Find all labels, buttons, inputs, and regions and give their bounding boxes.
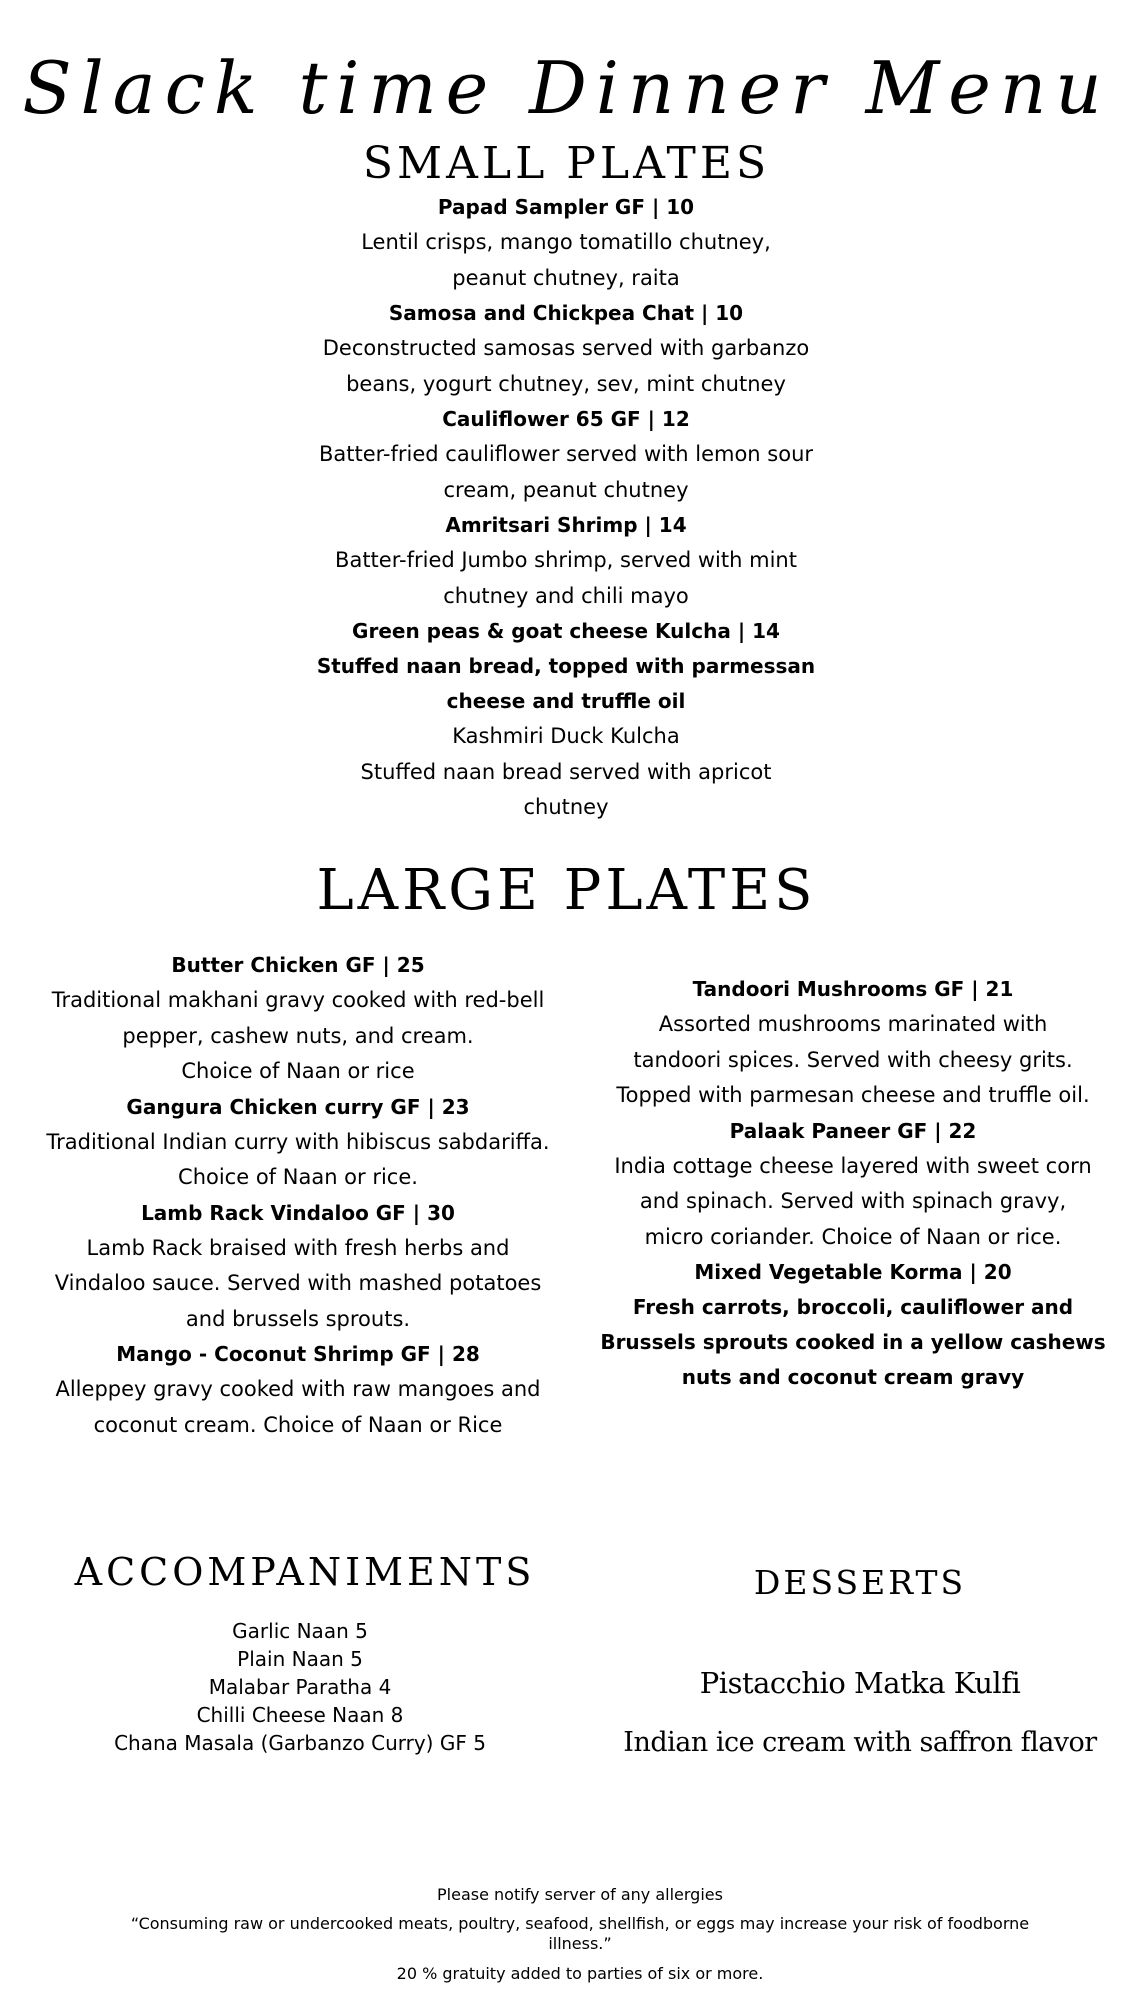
- item-desc: Traditional makhani gravy cooked with red-bell: [51, 988, 545, 1012]
- item-name: Palaak Paneer GF | 22: [729, 1118, 977, 1143]
- menu-item: [316, 296, 816, 402]
- item-desc: Choice of Naan or rice: [181, 1059, 415, 1083]
- consumption-warning: “Consuming raw or undercooked meats, poultry, seafood, shellfish, or eggs may increase your risk of foodborne: [130, 1914, 1030, 1933]
- menu-item: [316, 508, 816, 614]
- item-desc: India cottage cheese layered with sweet corn: [614, 1153, 1092, 1178]
- list-item: Plain Naan 5: [237, 1647, 363, 1671]
- item-name: Mixed Vegetable Korma | 20: [694, 1260, 1012, 1284]
- allergy-notice: Please notify server of any allergies: [437, 1885, 723, 1904]
- item-name: Mango - Coconut Shrimp GF | 28: [116, 1342, 480, 1366]
- item-desc: Batter-fried Jumbo shrimp, served with mint: [335, 548, 797, 572]
- menu-title: Slack time Dinner Menu: [22, 46, 1111, 130]
- item-desc: cream, peanut chutney: [443, 477, 689, 502]
- small-plates-list: [316, 190, 816, 826]
- large-plates-left-column: [32, 948, 564, 1443]
- menu-item: [32, 1196, 564, 1338]
- dessert-name: Pistacchio Matka Kulfi: [699, 1666, 1021, 1700]
- list-item: Chilli Cheese Naan 8: [196, 1703, 404, 1727]
- gratuity-notice: 20 % gratuity added to parties of six or more.: [396, 1964, 764, 1983]
- item-desc: coconut cream. Choice of Naan or Rice: [93, 1412, 503, 1437]
- accompaniments-list: [100, 1617, 500, 1757]
- item-desc: cheese and truffle oil: [446, 689, 686, 713]
- menu-item: [316, 719, 816, 826]
- item-desc: micro coriander. Choice of Naan or rice.: [644, 1224, 1062, 1249]
- menu-item: [32, 948, 564, 1090]
- item-name: Gangura Chicken curry GF | 23: [126, 1094, 470, 1119]
- small-plates-heading: SMALL PLATES: [362, 138, 771, 189]
- item-desc: Traditional Indian curry with hibiscus sabdariffa.: [46, 1129, 550, 1154]
- item-desc: Stuffed naan bread served with apricot: [360, 759, 772, 784]
- item-desc: Alleppey gravy cooked with raw mangoes and: [55, 1377, 541, 1401]
- item-desc: pepper, cashew nuts, and cream.: [122, 1023, 474, 1048]
- item-desc: tandoori spices. Served with cheesy grits.: [633, 1047, 1073, 1072]
- list-item: Chana Masala (Garbanzo Curry) GF 5: [114, 1731, 486, 1755]
- item-desc: Deconstructed samosas served with garbanzo: [322, 336, 810, 360]
- list-item: Malabar Paratha 4: [208, 1675, 392, 1699]
- accompaniments-heading: ACCOMPANIMENTS: [74, 1550, 536, 1594]
- menu-item: [316, 402, 816, 508]
- menu-item: [600, 1255, 1106, 1395]
- large-plates-right-column: [600, 972, 1106, 1395]
- item-name: Kashmiri Duck Kulcha: [452, 724, 680, 748]
- item-name: Papad Sampler GF | 10: [437, 195, 695, 219]
- item-desc: Stuffed naan bread, topped with parmessan: [316, 654, 816, 678]
- item-desc: Topped with parmesan cheese and truffle oil.: [616, 1083, 1090, 1107]
- menu-item: [32, 1090, 564, 1196]
- menu-item: [600, 1114, 1106, 1256]
- item-name: Samosa and Chickpea Chat | 10: [388, 301, 744, 325]
- item-name: Cauliflower 65 GF | 12: [442, 407, 690, 431]
- menu-item: [316, 614, 816, 719]
- item-name: Green peas & goat cheese Kulcha | 14: [352, 619, 780, 643]
- item-desc: Batter-fried cauliflower served with lemon sour: [318, 442, 814, 466]
- item-name: Amritsari Shrimp | 14: [445, 513, 687, 537]
- item-desc: Vindaloo sauce. Served with mashed potatoes: [54, 1271, 542, 1295]
- item-desc: Lentil crisps, mango tomatillo chutney,: [361, 230, 771, 254]
- item-desc: chutney and chili mayo: [443, 583, 689, 608]
- item-name: Butter Chicken GF | 25: [171, 953, 425, 977]
- item-desc: and spinach. Served with spinach gravy,: [639, 1189, 1067, 1213]
- item-desc: Brussels sprouts cooked in a yellow cashews: [600, 1330, 1106, 1354]
- menu-item: [32, 1337, 564, 1443]
- item-name: Tandoori Mushrooms GF | 21: [692, 977, 1014, 1001]
- item-desc: Fresh carrots, broccoli, cauliflower and: [632, 1295, 1074, 1319]
- item-desc: chutney: [523, 795, 609, 819]
- menu-item: [600, 972, 1106, 1114]
- consumption-warning-cont: illness.”: [548, 1934, 612, 1953]
- item-desc: peanut chutney, raita: [452, 265, 680, 290]
- item-desc: nuts and coconut cream gravy: [681, 1365, 1025, 1389]
- item-name: Lamb Rack Vindaloo GF | 30: [141, 1200, 455, 1225]
- item-desc: and brussels sprouts.: [185, 1306, 411, 1331]
- list-item: Garlic Naan 5: [232, 1619, 368, 1643]
- dessert-desc: Indian ice cream with saffron flavor: [623, 1727, 1097, 1758]
- item-desc: Choice of Naan or rice.: [178, 1165, 418, 1189]
- large-plates-heading: LARGE PLATES: [316, 858, 817, 923]
- menu-item: [316, 190, 816, 296]
- item-desc: beans, yogurt chutney, sev, mint chutney: [346, 371, 786, 396]
- item-desc: Lamb Rack braised with fresh herbs and: [86, 1235, 510, 1260]
- item-desc: Assorted mushrooms marinated with: [658, 1012, 1048, 1036]
- desserts-heading: DESSERTS: [753, 1563, 967, 1602]
